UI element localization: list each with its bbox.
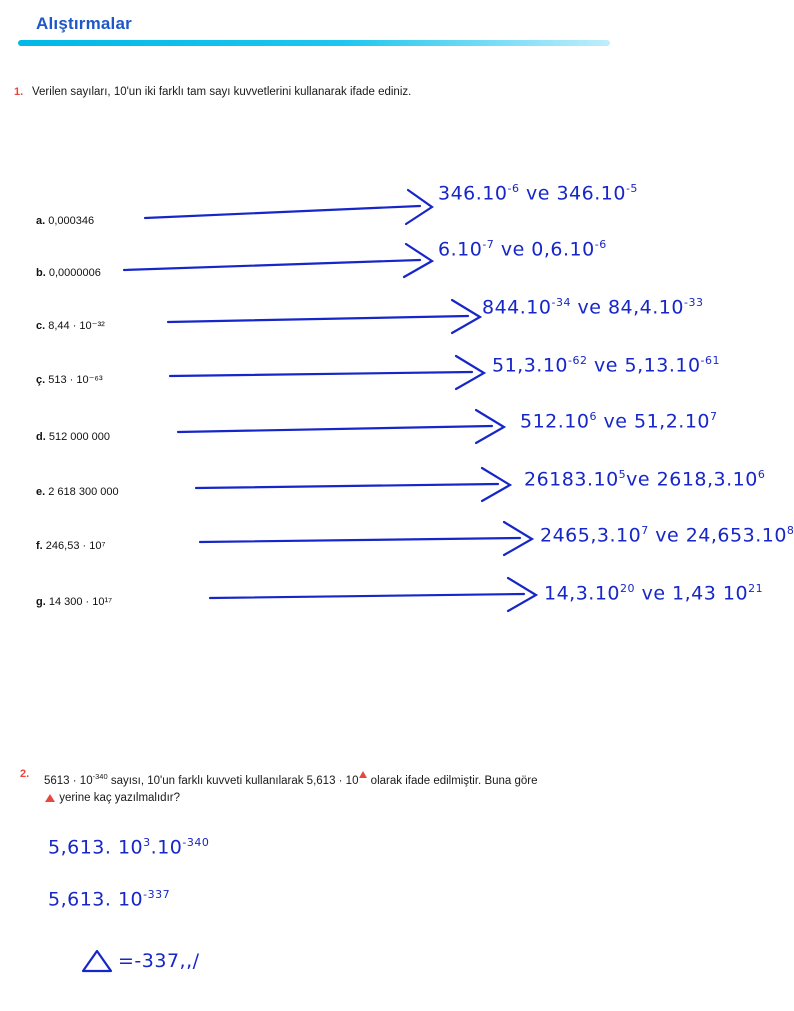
hw-text: 844.10 bbox=[482, 296, 552, 319]
hw-sup: -5 bbox=[625, 182, 638, 195]
hw-text: 51,3.10 bbox=[492, 354, 569, 377]
hw-sup: 20 bbox=[620, 582, 636, 595]
hw-sup: -340 bbox=[182, 836, 210, 849]
handwritten-answer-b bbox=[438, 238, 607, 260]
handwritten-answer-c bbox=[482, 296, 703, 318]
item-value: 14 300 · 10¹⁷ bbox=[48, 596, 113, 608]
hw-sup: 7 bbox=[710, 410, 718, 423]
hw-text: 5,613. 10 bbox=[48, 836, 144, 859]
hw-sup: 3 bbox=[143, 836, 151, 849]
question-2-text bbox=[44, 768, 704, 807]
handwritten-answer-c2 bbox=[492, 354, 720, 376]
item-value: 246,53 · 10⁷ bbox=[45, 540, 106, 552]
page-title: Alıştırmalar bbox=[36, 14, 132, 33]
hw-text: ve 84,4.10 bbox=[570, 296, 684, 319]
question-2-number: 2. bbox=[20, 768, 30, 780]
hw-text: 2465,3.10 bbox=[540, 524, 642, 547]
q2-part1: 5613 · 10 bbox=[44, 774, 93, 787]
hw-sup: -337 bbox=[143, 888, 171, 901]
item-value: 0,0000006 bbox=[48, 267, 101, 279]
handwritten-answer-g bbox=[544, 582, 763, 604]
hw-sup: 8 bbox=[786, 524, 794, 537]
hw-sup: 21 bbox=[748, 582, 764, 595]
item-label: a. bbox=[36, 215, 46, 227]
handwritten-work-line-1 bbox=[48, 836, 209, 858]
header-rule bbox=[18, 40, 610, 46]
item-label: ç. bbox=[36, 374, 46, 386]
hw-sup: -33 bbox=[684, 296, 704, 309]
hw-sup: -7 bbox=[482, 238, 495, 251]
hw-text: 26183.10 bbox=[524, 468, 619, 491]
hw-sup: -34 bbox=[551, 296, 571, 309]
hw-sup: 5 bbox=[618, 468, 627, 481]
handwritten-answer-f bbox=[540, 524, 794, 546]
hw-text: ve 346.10 bbox=[519, 182, 626, 205]
hw-text: 346.10 bbox=[438, 182, 508, 205]
question-1-text: Verilen sayıları, 10'un iki farklı tam sayı kuvvetlerini kullanarak ifade ediniz. bbox=[32, 86, 412, 98]
item-value: 8,44 · 10⁻³² bbox=[48, 320, 105, 332]
hw-sup: -6 bbox=[507, 182, 520, 195]
hw-text: ve 24,653.10 bbox=[648, 524, 787, 547]
hw-sup: -61 bbox=[700, 354, 721, 367]
hw-sup: -6 bbox=[594, 238, 607, 251]
hw-sup: 7 bbox=[641, 524, 649, 537]
hw-text: 512.10 bbox=[520, 410, 590, 433]
q2-part3: olarak ifade edilmiştir. Buna göre bbox=[367, 774, 538, 787]
connector-arrows bbox=[0, 150, 794, 650]
hw-sup: -62 bbox=[568, 354, 588, 367]
item-value: 512 000 000 bbox=[48, 431, 111, 443]
hw-text: ve 0,6.10 bbox=[494, 238, 595, 261]
handwritten-work-line-2 bbox=[48, 888, 170, 910]
q2-line2: yerine kaç yazılmalıdır? bbox=[59, 791, 180, 804]
hw-text: 6.10 bbox=[438, 238, 483, 261]
q2-exponent: -340 bbox=[92, 772, 108, 781]
handwritten-answer-a bbox=[438, 182, 638, 204]
hw-text: .10 bbox=[150, 836, 183, 859]
question-1-number: 1. bbox=[14, 86, 24, 98]
hw-text: ve 1,43 10 bbox=[635, 582, 749, 605]
hw-text: ve 5,13.10 bbox=[587, 354, 701, 377]
item-label: c. bbox=[36, 320, 46, 332]
hw-text: 14,3.10 bbox=[544, 582, 621, 605]
item-value: 2 618 300 000 bbox=[48, 486, 119, 498]
q2-part2: sayısı, 10'un farklı kuvveti kullanılarak 5,613 · 10 bbox=[107, 774, 359, 787]
handwritten-answer-e bbox=[524, 468, 765, 490]
item-value: 0,000346 bbox=[48, 215, 95, 227]
item-label: d. bbox=[36, 431, 46, 443]
item-label: b. bbox=[36, 267, 46, 279]
hw-sup: 6 bbox=[589, 410, 597, 423]
hw-sup: 6 bbox=[757, 468, 766, 481]
hw-text: 5,613. 10 bbox=[48, 888, 144, 911]
item-label: g. bbox=[36, 596, 46, 608]
handwritten-answer-d bbox=[520, 410, 718, 432]
hw-text: ve 51,2.10 bbox=[596, 410, 711, 433]
handwritten-triangle-icon bbox=[80, 948, 114, 974]
item-label: f. bbox=[36, 540, 43, 552]
triangle-icon bbox=[45, 794, 55, 802]
handwritten-work-line-3: =-337,,/ bbox=[118, 950, 200, 972]
item-value: 513 · 10⁻⁶³ bbox=[48, 374, 103, 386]
item-label: e. bbox=[36, 486, 46, 498]
hw-text: ve 2618,3.10 bbox=[626, 468, 758, 491]
